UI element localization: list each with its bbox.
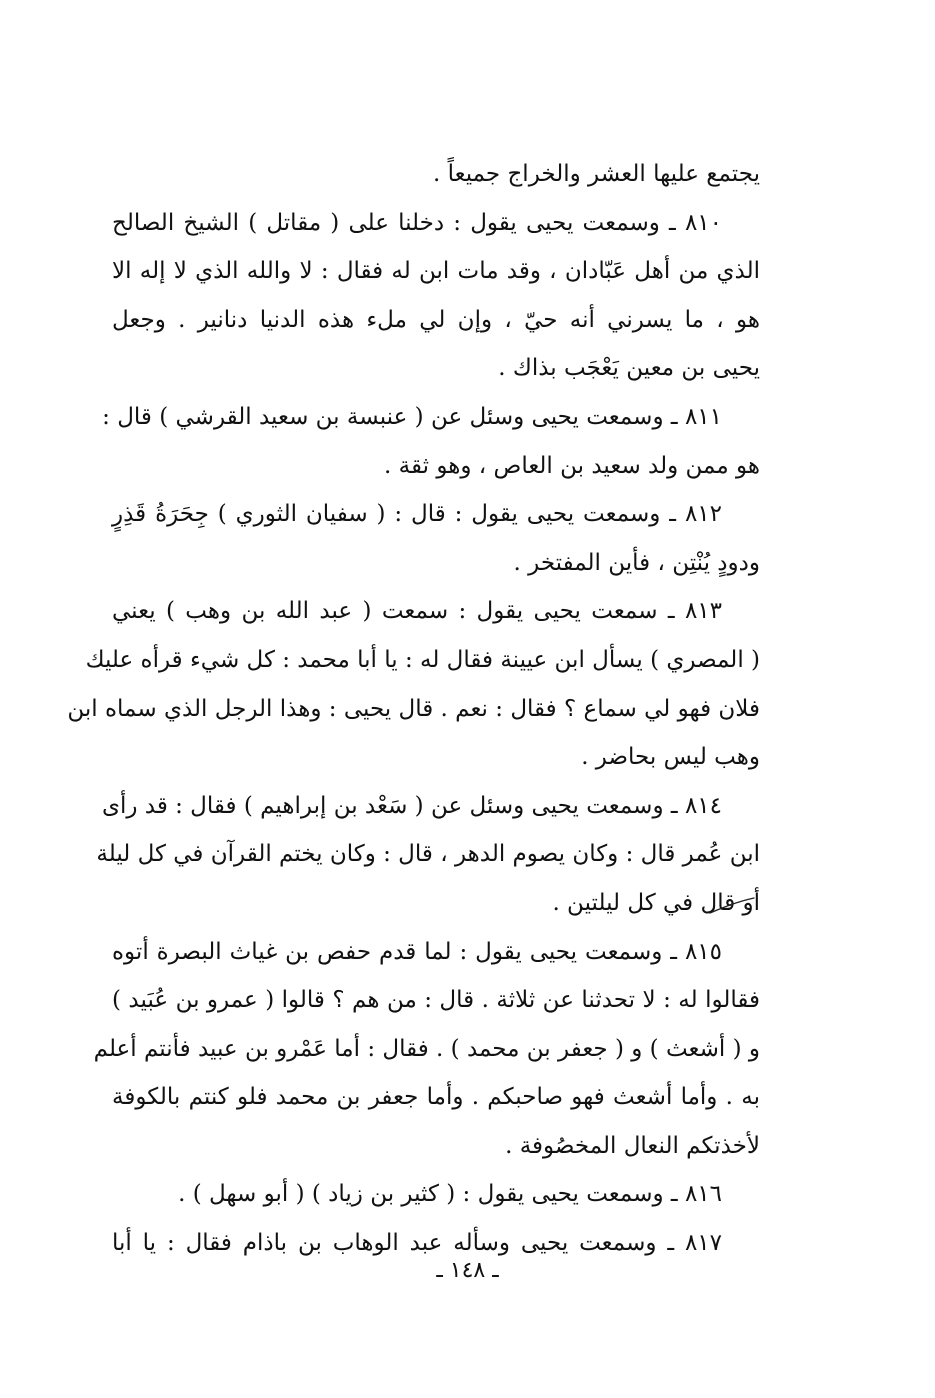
text-line-1: يجتمع عليها العشر والخراج جميعاً . [432,161,760,187]
handwritten-margin-stroke [708,896,756,916]
text-line-4: هو ، ما يسرني أنه حيّ ، وإن لي ملء هذه الدنيا دنانير . وجعل [112,306,760,333]
text-line-14: ٨١٤ ـ وسمعت يحيى وسئل عن ( سَعْد بن إبراهيم ) فقال : قد رأى [101,792,722,819]
text-line-11: ( المصري ) يسأل ابن عيينة فقال له : يا أبا محمد : كل شيء قرأه عليك [85,646,760,673]
text-line-13: وهب ليس بحاضر . [581,744,760,771]
text-line-12: فلان فهو لي سماع ؟ فقال : نعم . قال يحيى : وهذا الرجل الذي سماه ابن [67,695,760,722]
text-line-22: ٨١٦ ـ وسمعت يحيى يقول : ( كثير بن زياد ) ( أبو سهل ) . [178,1181,722,1208]
text-line-23: ٨١٧ ـ وسمعت يحيى وسأله عبد الوهاب بن باذام فقال : يا أبا [112,1230,722,1257]
text-line-15: ابن عُمر قال : وكان يصوم الدهر ، قال : وكان يختم القرآن في كل ليلة [96,841,760,868]
page-body-text [67,150,760,1268]
text-line-5: يحيى بن معين يَعْجَب بذاك . [498,355,760,382]
text-line-10: ٨١٣ ـ سمعت يحيى يقول : سمعت ( عبد الله بن وهب ) يعني [112,598,722,625]
text-line-3: الذي من أهل عَبّادان ، وقد مات ابن له فقال : لا والله الذي لا إله الا [112,258,760,285]
text-line-16: أو قال في كل ليلتين . [552,889,760,916]
text-line-18: فقالوا له : لا تحدثنا عن ثلاثة . قال : من هم ؟ قالوا ( عمرو بن عُبَيد ) [112,987,760,1014]
text-line-19: و ( أشعث ) و ( جعفر بن محمد ) . فقال : أما عَمْرو بن عبيد فأنتم أعلم [93,1035,760,1062]
text-line-7: هو ممن ولد سعيد بن العاص ، وهو ثقة . [384,452,760,479]
text-line-21: لأخذتكم النعال المخصُوفة . [505,1132,760,1159]
text-line-6: ٨١١ ـ وسمعت يحيى وسئل عن ( عنبسة بن سعيد القرشي ) قال : [102,403,722,430]
text-line-2: ٨١٠ ـ وسمعت يحيى يقول : دخلنا على ( مقاتل ) الشيخ الصالح [112,209,722,236]
text-line-17: ٨١٥ ـ وسمعت يحيى يقول : لما قدم حفص بن غياث البصرة أتوه [112,938,722,965]
text-line-20: به . وأما أشعث فهو صاحبكم . وأما جعفر بن محمد فلو كنتم بالكوفة [112,1084,760,1111]
text-line-9: ودودٍ يُنْتِن ، فأين المفتخر . [513,549,760,576]
page-number: ـ ١٤٨ ـ [436,1258,499,1283]
text-line-8: ٨١٢ ـ وسمعت يحيى يقول : قال : ( سفيان الثوري ) جِحَرَةُ قَذِرٍ [112,501,722,528]
